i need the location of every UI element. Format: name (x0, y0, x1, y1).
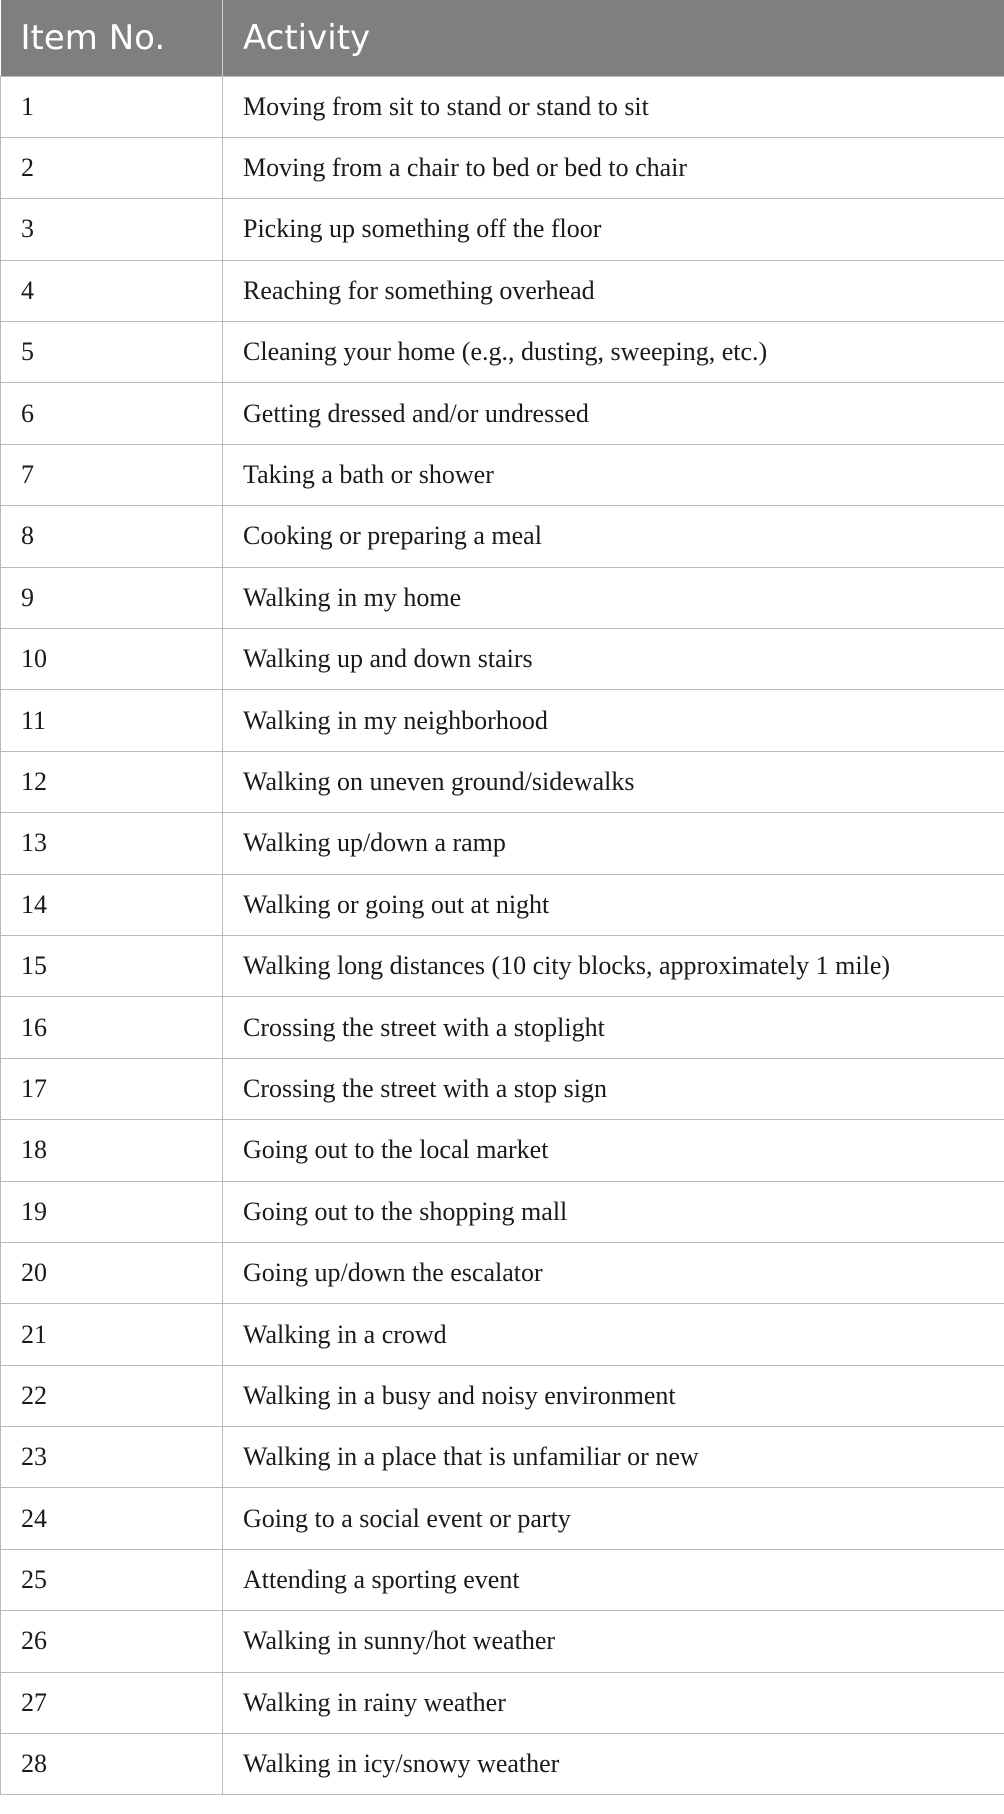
activity-cell: Walking in a busy and noisy environment (223, 1365, 1004, 1426)
item-number-cell: 7 (1, 444, 223, 505)
item-number-cell: 22 (1, 1365, 223, 1426)
table-row (1, 690, 1004, 751)
activity-cell: Moving from a chair to bed or bed to chair (223, 137, 1004, 198)
item-number-cell: 25 (1, 1549, 223, 1610)
table-row (1, 1734, 1004, 1795)
table-row (1, 1242, 1004, 1303)
item-number-cell: 11 (1, 690, 223, 751)
table-row (1, 1304, 1004, 1365)
item-number-cell: 27 (1, 1672, 223, 1733)
table-row (1, 874, 1004, 935)
activity-cell: Moving from sit to stand or stand to sit (223, 76, 1004, 137)
table-row (1, 1365, 1004, 1426)
item-number-cell: 2 (1, 137, 223, 198)
item-number-cell: 3 (1, 199, 223, 260)
item-number-cell: 6 (1, 383, 223, 444)
activity-cell: Attending a sporting event (223, 1549, 1004, 1610)
activity-cell: Going up/down the escalator (223, 1242, 1004, 1303)
item-number-cell: 26 (1, 1611, 223, 1672)
activity-cell: Walking in icy/snowy weather (223, 1734, 1004, 1795)
item-number-cell: 8 (1, 506, 223, 567)
activity-cell: Reaching for something overhead (223, 260, 1004, 321)
item-number-cell: 21 (1, 1304, 223, 1365)
activity-cell: Going out to the local market (223, 1120, 1004, 1181)
table-row (1, 199, 1004, 260)
activity-cell: Walking up/down a ramp (223, 813, 1004, 874)
item-number-cell: 23 (1, 1427, 223, 1488)
activity-cell: Going out to the shopping mall (223, 1181, 1004, 1242)
item-number-cell: 19 (1, 1181, 223, 1242)
item-number-cell: 15 (1, 935, 223, 996)
header-activity: Activity (223, 0, 1004, 76)
table-row (1, 322, 1004, 383)
activity-cell: Walking in a place that is unfamiliar or new (223, 1427, 1004, 1488)
activity-cell: Walking in rainy weather (223, 1672, 1004, 1733)
activity-cell: Walking in sunny/hot weather (223, 1611, 1004, 1672)
activity-cell: Walking or going out at night (223, 874, 1004, 935)
table-row (1, 1488, 1004, 1549)
header-row (1, 0, 1004, 76)
table-row (1, 76, 1004, 137)
table-row (1, 751, 1004, 812)
table-row (1, 997, 1004, 1058)
activity-cell: Walking on uneven ground/sidewalks (223, 751, 1004, 812)
activity-cell: Walking up and down stairs (223, 629, 1004, 690)
table-row (1, 260, 1004, 321)
activity-cell: Cleaning your home (e.g., dusting, sweeping, etc.) (223, 322, 1004, 383)
table-row (1, 813, 1004, 874)
item-number-cell: 9 (1, 567, 223, 628)
table-row (1, 444, 1004, 505)
item-number-cell: 13 (1, 813, 223, 874)
table-header (1, 0, 1004, 76)
activity-cell: Getting dressed and/or undressed (223, 383, 1004, 444)
activity-cell: Crossing the street with a stop sign (223, 1058, 1004, 1119)
table-row (1, 506, 1004, 567)
activity-cell: Crossing the street with a stoplight (223, 997, 1004, 1058)
activity-cell: Walking in a crowd (223, 1304, 1004, 1365)
item-number-cell: 20 (1, 1242, 223, 1303)
activity-cell: Walking in my neighborhood (223, 690, 1004, 751)
table-row (1, 137, 1004, 198)
activity-cell: Picking up something off the floor (223, 199, 1004, 260)
item-number-cell: 5 (1, 322, 223, 383)
item-number-cell: 18 (1, 1120, 223, 1181)
table-row (1, 383, 1004, 444)
table-row (1, 567, 1004, 628)
activity-cell: Walking long distances (10 city blocks, approximately 1 mile) (223, 935, 1004, 996)
table-row (1, 935, 1004, 996)
table-row (1, 1427, 1004, 1488)
activity-cell: Going to a social event or party (223, 1488, 1004, 1549)
item-number-cell: 10 (1, 629, 223, 690)
item-number-cell: 14 (1, 874, 223, 935)
item-number-cell: 16 (1, 997, 223, 1058)
item-number-cell: 1 (1, 76, 223, 137)
activity-cell: Taking a bath or shower (223, 444, 1004, 505)
activity-cell: Walking in my home (223, 567, 1004, 628)
item-number-cell: 4 (1, 260, 223, 321)
item-number-cell: 12 (1, 751, 223, 812)
table-row (1, 629, 1004, 690)
activity-cell: Cooking or preparing a meal (223, 506, 1004, 567)
table-row (1, 1549, 1004, 1610)
table-row (1, 1611, 1004, 1672)
header-item-no: Item No. (1, 0, 223, 76)
table-row (1, 1058, 1004, 1119)
item-number-cell: 17 (1, 1058, 223, 1119)
item-number-cell: 28 (1, 1734, 223, 1795)
table-row (1, 1181, 1004, 1242)
table-row (1, 1672, 1004, 1733)
table-body (1, 76, 1004, 1795)
item-number-cell: 24 (1, 1488, 223, 1549)
table-row (1, 1120, 1004, 1181)
